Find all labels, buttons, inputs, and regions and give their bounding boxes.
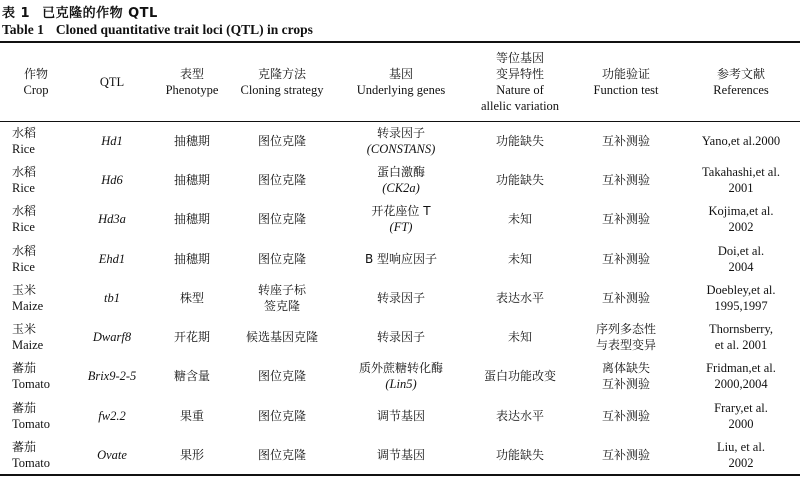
cell-function [570, 317, 682, 356]
cell-genes [332, 317, 470, 356]
cell-allelic [470, 357, 570, 396]
gene-line-1: 转录因子 [376, 125, 425, 140]
phenotype-text: 株型 [179, 290, 204, 305]
cell-qtl [72, 396, 152, 435]
reference-line-2: et al. 2001 [714, 338, 768, 353]
cell-strategy [232, 396, 332, 435]
cell-strategy [232, 278, 332, 317]
cell-function [570, 239, 682, 278]
gene-line-1: 转录因子 [376, 290, 425, 305]
phenotype-text: 开花期 [173, 330, 210, 345]
function-line-2: 互补测验 [601, 377, 650, 392]
cell-genes [332, 278, 470, 317]
allelic-text: 未知 [507, 330, 532, 345]
cell-references [682, 278, 800, 317]
cell-genes [332, 396, 470, 435]
cell-genes [332, 121, 470, 160]
cell-phenotype [152, 239, 232, 278]
crop-name-zh: 水稻 [12, 125, 37, 140]
table-body [0, 121, 800, 475]
cell-qtl [72, 435, 152, 474]
cell-allelic [470, 435, 570, 474]
cell-qtl [72, 121, 152, 160]
header-strategy-en: Cloning strategy [240, 82, 324, 97]
reference-line-1: Kojima,et al. [708, 204, 774, 219]
crop-name-en: Maize [12, 338, 44, 353]
header-references [682, 42, 800, 121]
cell-phenotype [152, 396, 232, 435]
gene-line-1: 蛋白激酶 [376, 164, 425, 179]
cell-allelic [470, 239, 570, 278]
header-underlying-genes [332, 42, 470, 121]
header-genes-zh: 基因 [388, 66, 413, 81]
reference-line-1: Doebley,et al. [706, 282, 776, 297]
header-refs-zh: 参考文献 [716, 66, 765, 81]
cell-phenotype [152, 160, 232, 199]
cell-qtl [72, 160, 152, 199]
cell-references [682, 357, 800, 396]
qtl-table [0, 41, 800, 476]
qtl-name: Hd3a [98, 212, 126, 227]
reference-line-2: 2000 [728, 416, 754, 431]
strategy-line-2: 签克隆 [263, 298, 300, 313]
cell-genes [332, 239, 470, 278]
table-header-row [0, 42, 800, 121]
cell-function [570, 160, 682, 199]
allelic-text: 功能缺失 [495, 447, 544, 462]
table-row [0, 435, 800, 474]
header-allelic-en1: Nature of [496, 82, 544, 97]
cell-phenotype [152, 278, 232, 317]
cell-crop [0, 121, 72, 160]
gene-line-1: 调节基因 [376, 447, 425, 462]
cell-function [570, 278, 682, 317]
crop-name-en: Rice [12, 259, 35, 274]
allelic-text: 未知 [507, 212, 532, 227]
header-genes-en: Underlying genes [356, 82, 446, 97]
gene-line-2: (FT) [389, 220, 413, 235]
table-row [0, 317, 800, 356]
cell-function [570, 435, 682, 474]
table-row [0, 200, 800, 239]
reference-line-1: Thornsberry, [708, 322, 774, 337]
function-line-1: 互补测验 [601, 447, 650, 462]
gene-line-2: (CONSTANS) [366, 141, 436, 156]
cell-strategy [232, 357, 332, 396]
reference-line-2: 2001 [728, 180, 754, 195]
cell-qtl [72, 239, 152, 278]
cell-crop [0, 396, 72, 435]
phenotype-text: 果重 [179, 408, 204, 423]
reference-line-2: 1995,1997 [714, 298, 768, 313]
gene-line-1: 质外蔗糖转化酶 [358, 361, 443, 376]
crop-name-en: Maize [12, 298, 44, 313]
gene-line-2: (Lin5) [385, 377, 417, 392]
crop-name-en: Rice [12, 141, 35, 156]
cell-function [570, 396, 682, 435]
header-strategy-zh: 克隆方法 [257, 66, 306, 81]
strategy-line-1: 图位克隆 [257, 133, 306, 148]
header-allelic-zh1: 等位基因 [495, 50, 544, 65]
phenotype-text: 抽穗期 [173, 133, 210, 148]
cell-allelic [470, 317, 570, 356]
header-phenotype [152, 42, 232, 121]
cell-phenotype [152, 435, 232, 474]
reference-line-1: Frary,et al. [714, 400, 768, 415]
phenotype-text: 抽穗期 [173, 251, 210, 266]
crop-name-en: Tomato [12, 377, 51, 392]
phenotype-text: 糖含量 [173, 369, 210, 384]
cell-crop [0, 239, 72, 278]
cell-allelic [470, 160, 570, 199]
cell-allelic [470, 200, 570, 239]
cell-allelic [470, 121, 570, 160]
crop-name-en: Rice [12, 180, 35, 195]
header-function-en: Function test [593, 82, 659, 97]
cell-references [682, 239, 800, 278]
header-function-test [570, 42, 682, 121]
crop-name-zh: 水稻 [12, 204, 37, 219]
cell-crop [0, 435, 72, 474]
qtl-name: tb1 [104, 290, 120, 305]
gene-line-1: 开花座位 T [371, 204, 431, 219]
cell-qtl [72, 357, 152, 396]
cell-function [570, 200, 682, 239]
cell-strategy [232, 435, 332, 474]
crop-name-zh: 水稻 [12, 243, 37, 258]
cell-strategy [232, 200, 332, 239]
function-line-1: 互补测验 [601, 172, 650, 187]
header-qtl-en: QTL [99, 74, 125, 89]
crop-name-en: Tomato [12, 416, 51, 431]
cell-references [682, 435, 800, 474]
cell-allelic [470, 396, 570, 435]
crop-name-zh: 玉米 [12, 282, 37, 297]
cell-strategy [232, 121, 332, 160]
allelic-text: 未知 [507, 251, 532, 266]
cell-crop [0, 317, 72, 356]
gene-line-1: 调节基因 [376, 408, 425, 423]
strategy-line-1: 图位克隆 [257, 212, 306, 227]
phenotype-text: 抽穗期 [173, 212, 210, 227]
cell-references [682, 317, 800, 356]
caption-zh-label: 表 1 [2, 6, 31, 21]
reference-line-1: Fridman,et al. [706, 361, 776, 376]
allelic-text: 功能缺失 [495, 172, 544, 187]
cell-references [682, 160, 800, 199]
function-line-1: 互补测验 [601, 212, 650, 227]
table-row [0, 121, 800, 160]
crop-name-zh: 蕃茄 [12, 439, 37, 454]
header-allelic-variation [470, 42, 570, 121]
gene-line-2: (CK2a) [382, 180, 420, 195]
function-line-1: 互补测验 [601, 133, 650, 148]
header-refs-en: References [713, 82, 769, 97]
cell-phenotype [152, 357, 232, 396]
function-line-1: 互补测验 [601, 408, 650, 423]
strategy-line-1: 图位克隆 [257, 408, 306, 423]
function-line-2: 与表型变异 [595, 338, 656, 353]
header-phenotype-en: Phenotype [165, 82, 219, 97]
cell-crop [0, 357, 72, 396]
allelic-text: 表达水平 [495, 290, 544, 305]
table-caption-chinese [2, 2, 158, 21]
header-allelic-en2: allelic variation [480, 98, 560, 113]
cell-qtl [72, 200, 152, 239]
cell-crop [0, 200, 72, 239]
crop-name-zh: 玉米 [12, 322, 37, 337]
crop-name-zh: 水稻 [12, 164, 37, 179]
table-row [0, 357, 800, 396]
cell-genes [332, 357, 470, 396]
cell-references [682, 121, 800, 160]
cell-phenotype [152, 317, 232, 356]
reference-line-2: 2002 [728, 455, 754, 470]
cell-genes [332, 435, 470, 474]
reference-line-1: Yano,et al.2000 [701, 133, 781, 148]
cell-phenotype [152, 200, 232, 239]
cell-qtl [72, 278, 152, 317]
qtl-name: Hd1 [101, 133, 123, 148]
crop-name-en: Tomato [12, 455, 51, 470]
cell-crop [0, 278, 72, 317]
qtl-name: Ovate [97, 447, 127, 462]
header-crop-en: Crop [23, 82, 49, 97]
cell-strategy [232, 160, 332, 199]
cell-qtl [72, 317, 152, 356]
strategy-line-1: 转座子标 [257, 282, 306, 297]
strategy-line-1: 图位克隆 [257, 447, 306, 462]
strategy-line-1: 候选基因克隆 [245, 330, 318, 345]
reference-line-2: 2004 [728, 259, 754, 274]
caption-en-label: Table 1 [2, 22, 44, 37]
crop-name-en: Rice [12, 220, 35, 235]
qtl-name: Dwarf8 [92, 330, 132, 345]
header-crop-zh: 作物 [23, 66, 48, 81]
reference-line-1: Liu, et al. [717, 439, 765, 454]
qtl-name: Ehd1 [98, 251, 126, 266]
table-row [0, 239, 800, 278]
qtl-name: fw2.2 [98, 408, 126, 423]
cell-crop [0, 160, 72, 199]
cell-allelic [470, 278, 570, 317]
cell-strategy [232, 239, 332, 278]
reference-line-1: Takahashi,et al. [702, 164, 780, 179]
function-line-1: 互补测验 [601, 251, 650, 266]
function-line-1: 互补测验 [601, 290, 650, 305]
cell-strategy [232, 317, 332, 356]
qtl-name: Hd6 [101, 172, 123, 187]
function-line-1: 序列多态性 [595, 322, 656, 337]
caption-en-title: Cloned quantitative trait loci (QTL) in crops [55, 22, 313, 37]
header-phenotype-zh: 表型 [179, 66, 204, 81]
table-row [0, 278, 800, 317]
qtl-name: Brix9-2-5 [87, 369, 137, 384]
phenotype-text: 果形 [179, 447, 204, 462]
cell-references [682, 396, 800, 435]
caption-zh-title: 已克隆的作物 QTL [42, 6, 158, 21]
cell-function [570, 357, 682, 396]
table-caption-english [2, 22, 313, 38]
header-crop [0, 42, 72, 121]
crop-name-zh: 蕃茄 [12, 400, 37, 415]
phenotype-text: 抽穗期 [173, 172, 210, 187]
function-line-1: 离体缺失 [601, 361, 650, 376]
header-allelic-zh2: 变异特性 [495, 66, 544, 81]
header-cloning-strategy [232, 42, 332, 121]
allelic-text: 蛋白功能改变 [483, 369, 556, 384]
table-row [0, 160, 800, 199]
cell-function [570, 121, 682, 160]
allelic-text: 表达水平 [495, 408, 544, 423]
cell-genes [332, 160, 470, 199]
gene-line-1: 转录因子 [376, 330, 425, 345]
cell-references [682, 200, 800, 239]
header-qtl [72, 42, 152, 121]
header-function-zh: 功能验证 [601, 66, 650, 81]
allelic-text: 功能缺失 [495, 133, 544, 148]
cell-phenotype [152, 121, 232, 160]
strategy-line-1: 图位克隆 [257, 251, 306, 266]
strategy-line-1: 图位克隆 [257, 369, 306, 384]
reference-line-2: 2002 [728, 220, 754, 235]
reference-line-2: 2000,2004 [714, 377, 768, 392]
table-row [0, 396, 800, 435]
crop-name-zh: 蕃茄 [12, 361, 37, 376]
reference-line-1: Doi,et al. [717, 243, 765, 258]
gene-line-1: B 型响应因子 [364, 251, 438, 266]
cell-genes [332, 200, 470, 239]
strategy-line-1: 图位克隆 [257, 172, 306, 187]
